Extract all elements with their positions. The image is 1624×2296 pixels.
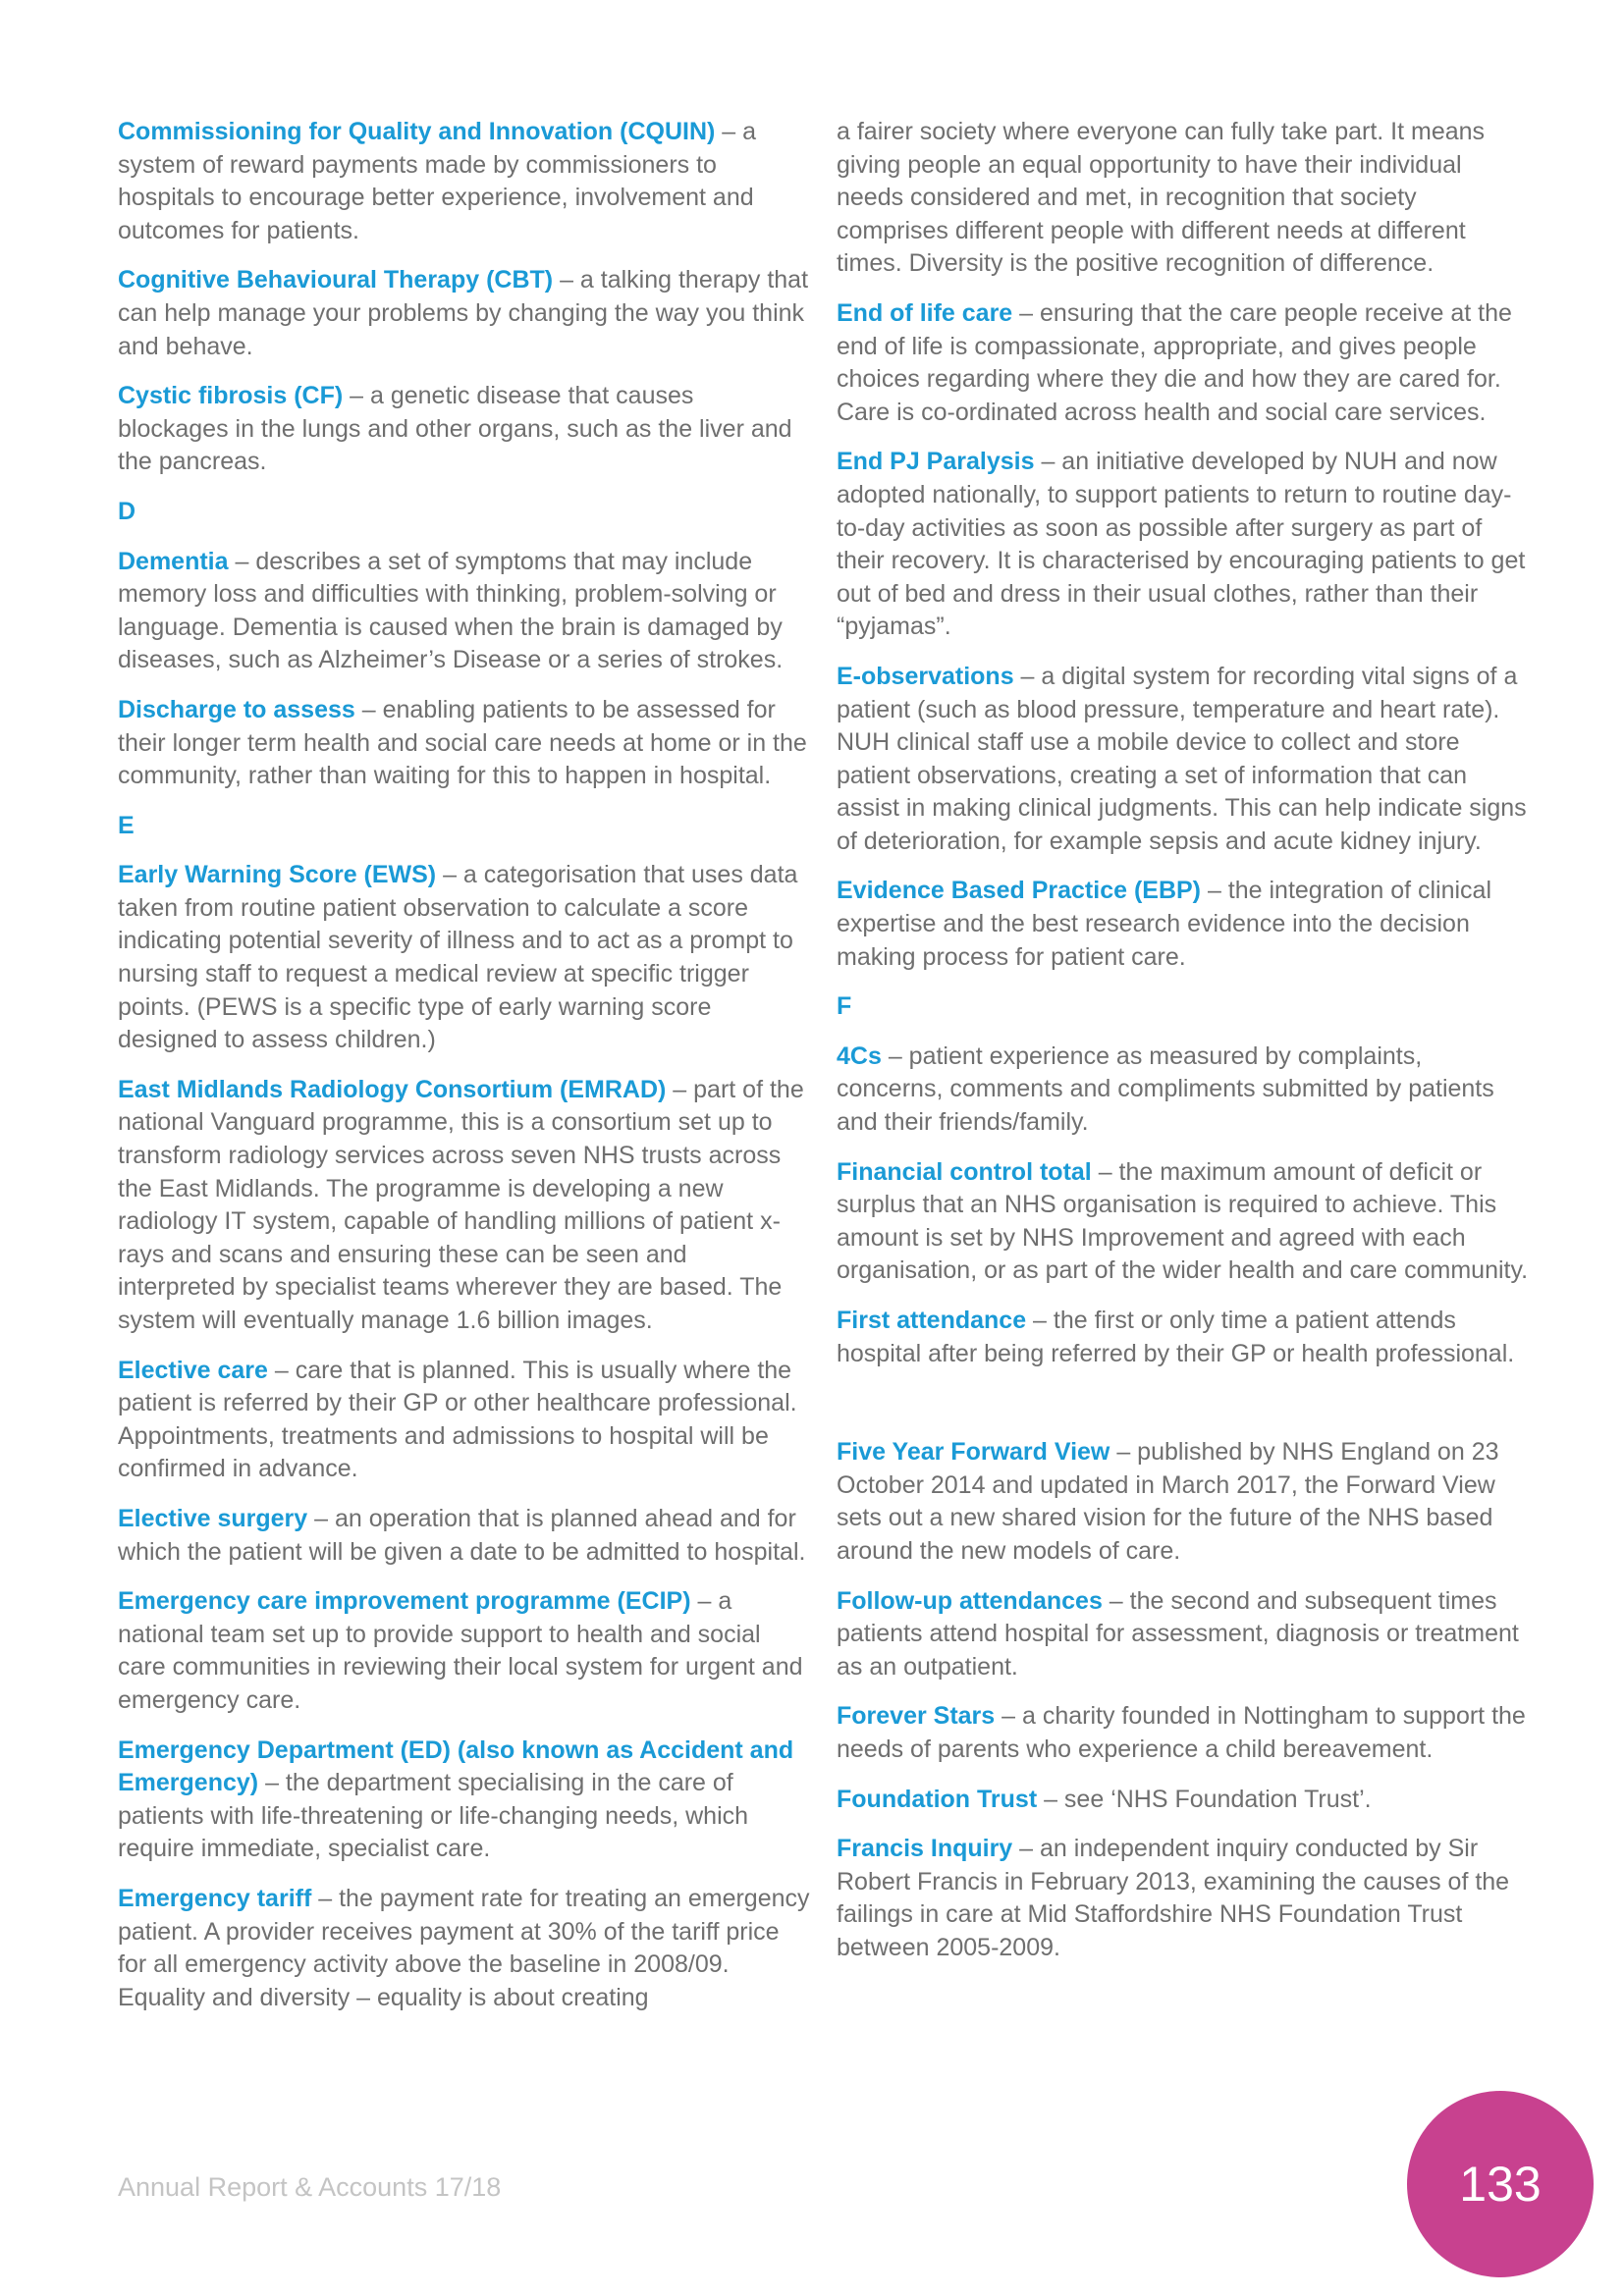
- glossary-entry: [118, 694, 810, 793]
- glossary-entry: [837, 1305, 1529, 1370]
- glossary-entry: [118, 1735, 810, 1866]
- glossary-definition: – a system of reward payments made by commissioners to hospitals to encourage better experience, involvement and outcomes for patients.: [118, 118, 757, 244]
- glossary-definition: – ensuring that the care people receive at the end of life is compassionate, appropriate, and gives people choices regarding where they die and how they are cared for. Care is co-ordinated across health and social care services.: [837, 298, 1512, 426]
- glossary-definition: – the department specialising in the care of patients with life-threatening or life-changing needs, which require immediate, specialist care.: [118, 1769, 749, 1863]
- glossary-entry: [118, 1355, 810, 1486]
- glossary-term: Discharge to assess: [118, 695, 355, 723]
- glossary-entry: [837, 1585, 1529, 1684]
- glossary-entry: [118, 380, 810, 479]
- glossary-column-right: [837, 116, 1529, 1982]
- glossary-entry: [118, 1074, 810, 1338]
- glossary-entry: [118, 264, 810, 363]
- glossary-definition: – see ‘NHS Foundation Trust’.: [1037, 1785, 1372, 1813]
- section-letter: F: [837, 992, 852, 1021]
- glossary-entry: [118, 859, 810, 1057]
- glossary-definition: – an operation that is planned ahead and for which the patient will be given a date to be admitted to hospital.: [118, 1504, 806, 1566]
- glossary-definition: – an initiative developed by NUH and now adopted nationally, to support patients to return to routine day-to-day activities as soon as possible after surgery as part of their recovery. It is characterised by encouraging patients to get out of bed and dress in their usual clothes, rather than their “pyjamas”.: [837, 448, 1526, 641]
- section-spacer: [837, 1387, 1529, 1436]
- glossary-term: Elective care: [118, 1356, 268, 1384]
- page-number-badge: [1407, 2091, 1594, 2277]
- glossary-definition: – the payment rate for treating an emergency patient. A provider receives payment at 30% of the tariff price for all emergency activity above the baseline in 2008/09. Equality and diversity – equality is about creating: [118, 1884, 810, 2011]
- glossary-definition: – a categorisation that uses data taken from routine patient observation to calculate a score indicating potential severity of illness and to act as a prompt to nursing staff to request a medical review at specific trigger points. (PEWS is a specific type of early warning score designed to assess children.): [118, 861, 798, 1054]
- glossary-entry: [837, 446, 1529, 644]
- glossary-entry: [837, 297, 1529, 429]
- glossary-entry: [118, 1503, 810, 1569]
- glossary-entry: [837, 1041, 1529, 1140]
- glossary-term: East Midlands Radiology Consortium (EMRAD): [118, 1075, 667, 1103]
- glossary-term: Cognitive Behavioural Therapy (CBT): [118, 266, 554, 294]
- glossary-entry: [118, 1883, 810, 2014]
- glossary-term: E-observations: [837, 662, 1014, 690]
- glossary-term: Early Warning Score (EWS): [118, 861, 437, 889]
- glossary-term: First attendance: [837, 1307, 1027, 1334]
- glossary-entry: [837, 1436, 1529, 1568]
- glossary-definition: – patient experience as measured by complaints, concerns, comments and compliments submitted by patients and their friends/family.: [837, 1041, 1494, 1137]
- glossary-definition: – an independent inquiry conducted by Sir Robert Francis in February 2013, examining the causes of the failings in care at Mid Staffordshire NHS Foundation Trust between 2005-2009.: [837, 1835, 1510, 1961]
- glossary-definition: – a national team set up to provide support to health and social care communities in reviewing their local system for urgent and emergency care.: [118, 1587, 803, 1714]
- glossary-term: Commissioning for Quality and Innovation (CQUIN): [118, 118, 716, 145]
- glossary-continuation: a fairer society where everyone can fully take part. It means giving people an equal opportunity to have their individual needs considered and met, in recognition that society comprises different people with different needs at different times. Diversity is the positive recognition of difference.: [837, 118, 1486, 278]
- glossary-definition: – the second and subsequent times patients attend hospital for assessment, diagnosis or treatment as an outpatient.: [837, 1586, 1519, 1681]
- section-letter: E: [118, 811, 135, 839]
- glossary-term: Emergency Department (ED) (also known as Accident and Emergency): [118, 1735, 794, 1797]
- glossary-entry: [118, 116, 810, 247]
- glossary-definition: – a talking therapy that can help manage your problems by changing the way you think and behave.: [118, 266, 809, 360]
- glossary-definition: – enabling patients to be assessed for their longer term health and social care needs at home or in the community, rather than waiting for this to happen in hospital.: [118, 695, 807, 790]
- glossary-entry: [837, 1156, 1529, 1288]
- glossary-term: Foundation Trust: [837, 1785, 1038, 1813]
- glossary-term: 4Cs: [837, 1041, 882, 1070]
- glossary-definition: – the integration of clinical expertise and the best research evidence into the decision making process for patient care.: [837, 877, 1492, 971]
- page-number: 133: [1459, 2157, 1542, 2212]
- glossary-term: Emergency care improvement programme (ECIP): [118, 1587, 691, 1616]
- glossary-term: Evidence Based Practice (EBP): [837, 877, 1201, 905]
- glossary-entry: [118, 546, 810, 677]
- glossary-entry: [118, 1585, 810, 1717]
- glossary-term: Dementia: [118, 547, 229, 575]
- glossary-entry: [837, 1700, 1529, 1766]
- glossary-term: Financial control total: [837, 1157, 1092, 1186]
- glossary-term: Elective surgery: [118, 1504, 308, 1532]
- glossary-definition: – the first or only time a patient attends hospital after being referred by their GP or health professional.: [837, 1307, 1515, 1367]
- glossary-term: Follow-up attendances: [837, 1586, 1103, 1615]
- glossary-term: Forever Stars: [837, 1702, 996, 1731]
- glossary-term: Francis Inquiry: [837, 1835, 1013, 1863]
- glossary-term: End PJ Paralysis: [837, 448, 1035, 476]
- report-title: Annual Report & Accounts 17/18: [118, 2172, 502, 2202]
- glossary-definition: – a charity founded in Nottingham to support the needs of parents who experience a child bereavement.: [837, 1702, 1526, 1763]
- glossary-term: Cystic fibrosis (CF): [118, 382, 344, 410]
- glossary-term: End of life care: [837, 298, 1013, 327]
- glossary-entry: [837, 875, 1529, 974]
- section-letter: D: [118, 497, 136, 525]
- glossary-definition: – a digital system for recording vital signs of a patient (such as blood pressure, temperature and heart rate). NUH clinical staff use a mobile device to collect and store patient observations, creating a set of information that can assist in making clinical judgments. This can help indicate signs of deterioration, for example sepsis and acute kidney injury.: [837, 662, 1527, 855]
- glossary-definition: – care that is planned. This is usually where the patient is referred by their GP or other healthcare professional. Appointments, treatments and admissions to hospital will be confirmed in advance.: [118, 1356, 797, 1483]
- glossary-entry: [837, 1833, 1529, 1964]
- glossary-definition: – published by NHS England on 23 October 2014 and updated in March 2017, the Forward View sets out a new shared vision for the future of the NHS based around the new models of care.: [837, 1438, 1499, 1565]
- glossary-term: Five Year Forward View: [837, 1438, 1110, 1467]
- glossary-term: Emergency tariff: [118, 1884, 312, 1912]
- glossary-definition: – a genetic disease that causes blockages in the lungs and other organs, such as the liver and the pancreas.: [118, 382, 792, 476]
- glossary-definition: – part of the national Vanguard programme, this is a consortium set up to transform radiology services across seven NHS trusts across the East Midlands. The programme is developing a new radiology IT system, capable of handling millions of patient x-rays and scans and ensuring these can be seen and interpreted by specialist teams wherever they are based. The system will eventually manage 1.6 billion images.: [118, 1075, 804, 1334]
- glossary-definition: – the maximum amount of deficit or surplus that an NHS organisation is required to achieve. This amount is set by NHS Improvement and agreed with each organisation, or as part of the wider health and care community.: [837, 1157, 1529, 1285]
- glossary-entry: [837, 661, 1529, 859]
- glossary-entry: [837, 1784, 1529, 1817]
- glossary-column-left: [118, 116, 810, 2031]
- glossary-definition: – describes a set of symptoms that may include memory loss and difficulties with thinking, problem-solving or language. Dementia is caused when the brain is damaged by diseases, such as Alzheimer’s Disease or a series of strokes.: [118, 547, 784, 674]
